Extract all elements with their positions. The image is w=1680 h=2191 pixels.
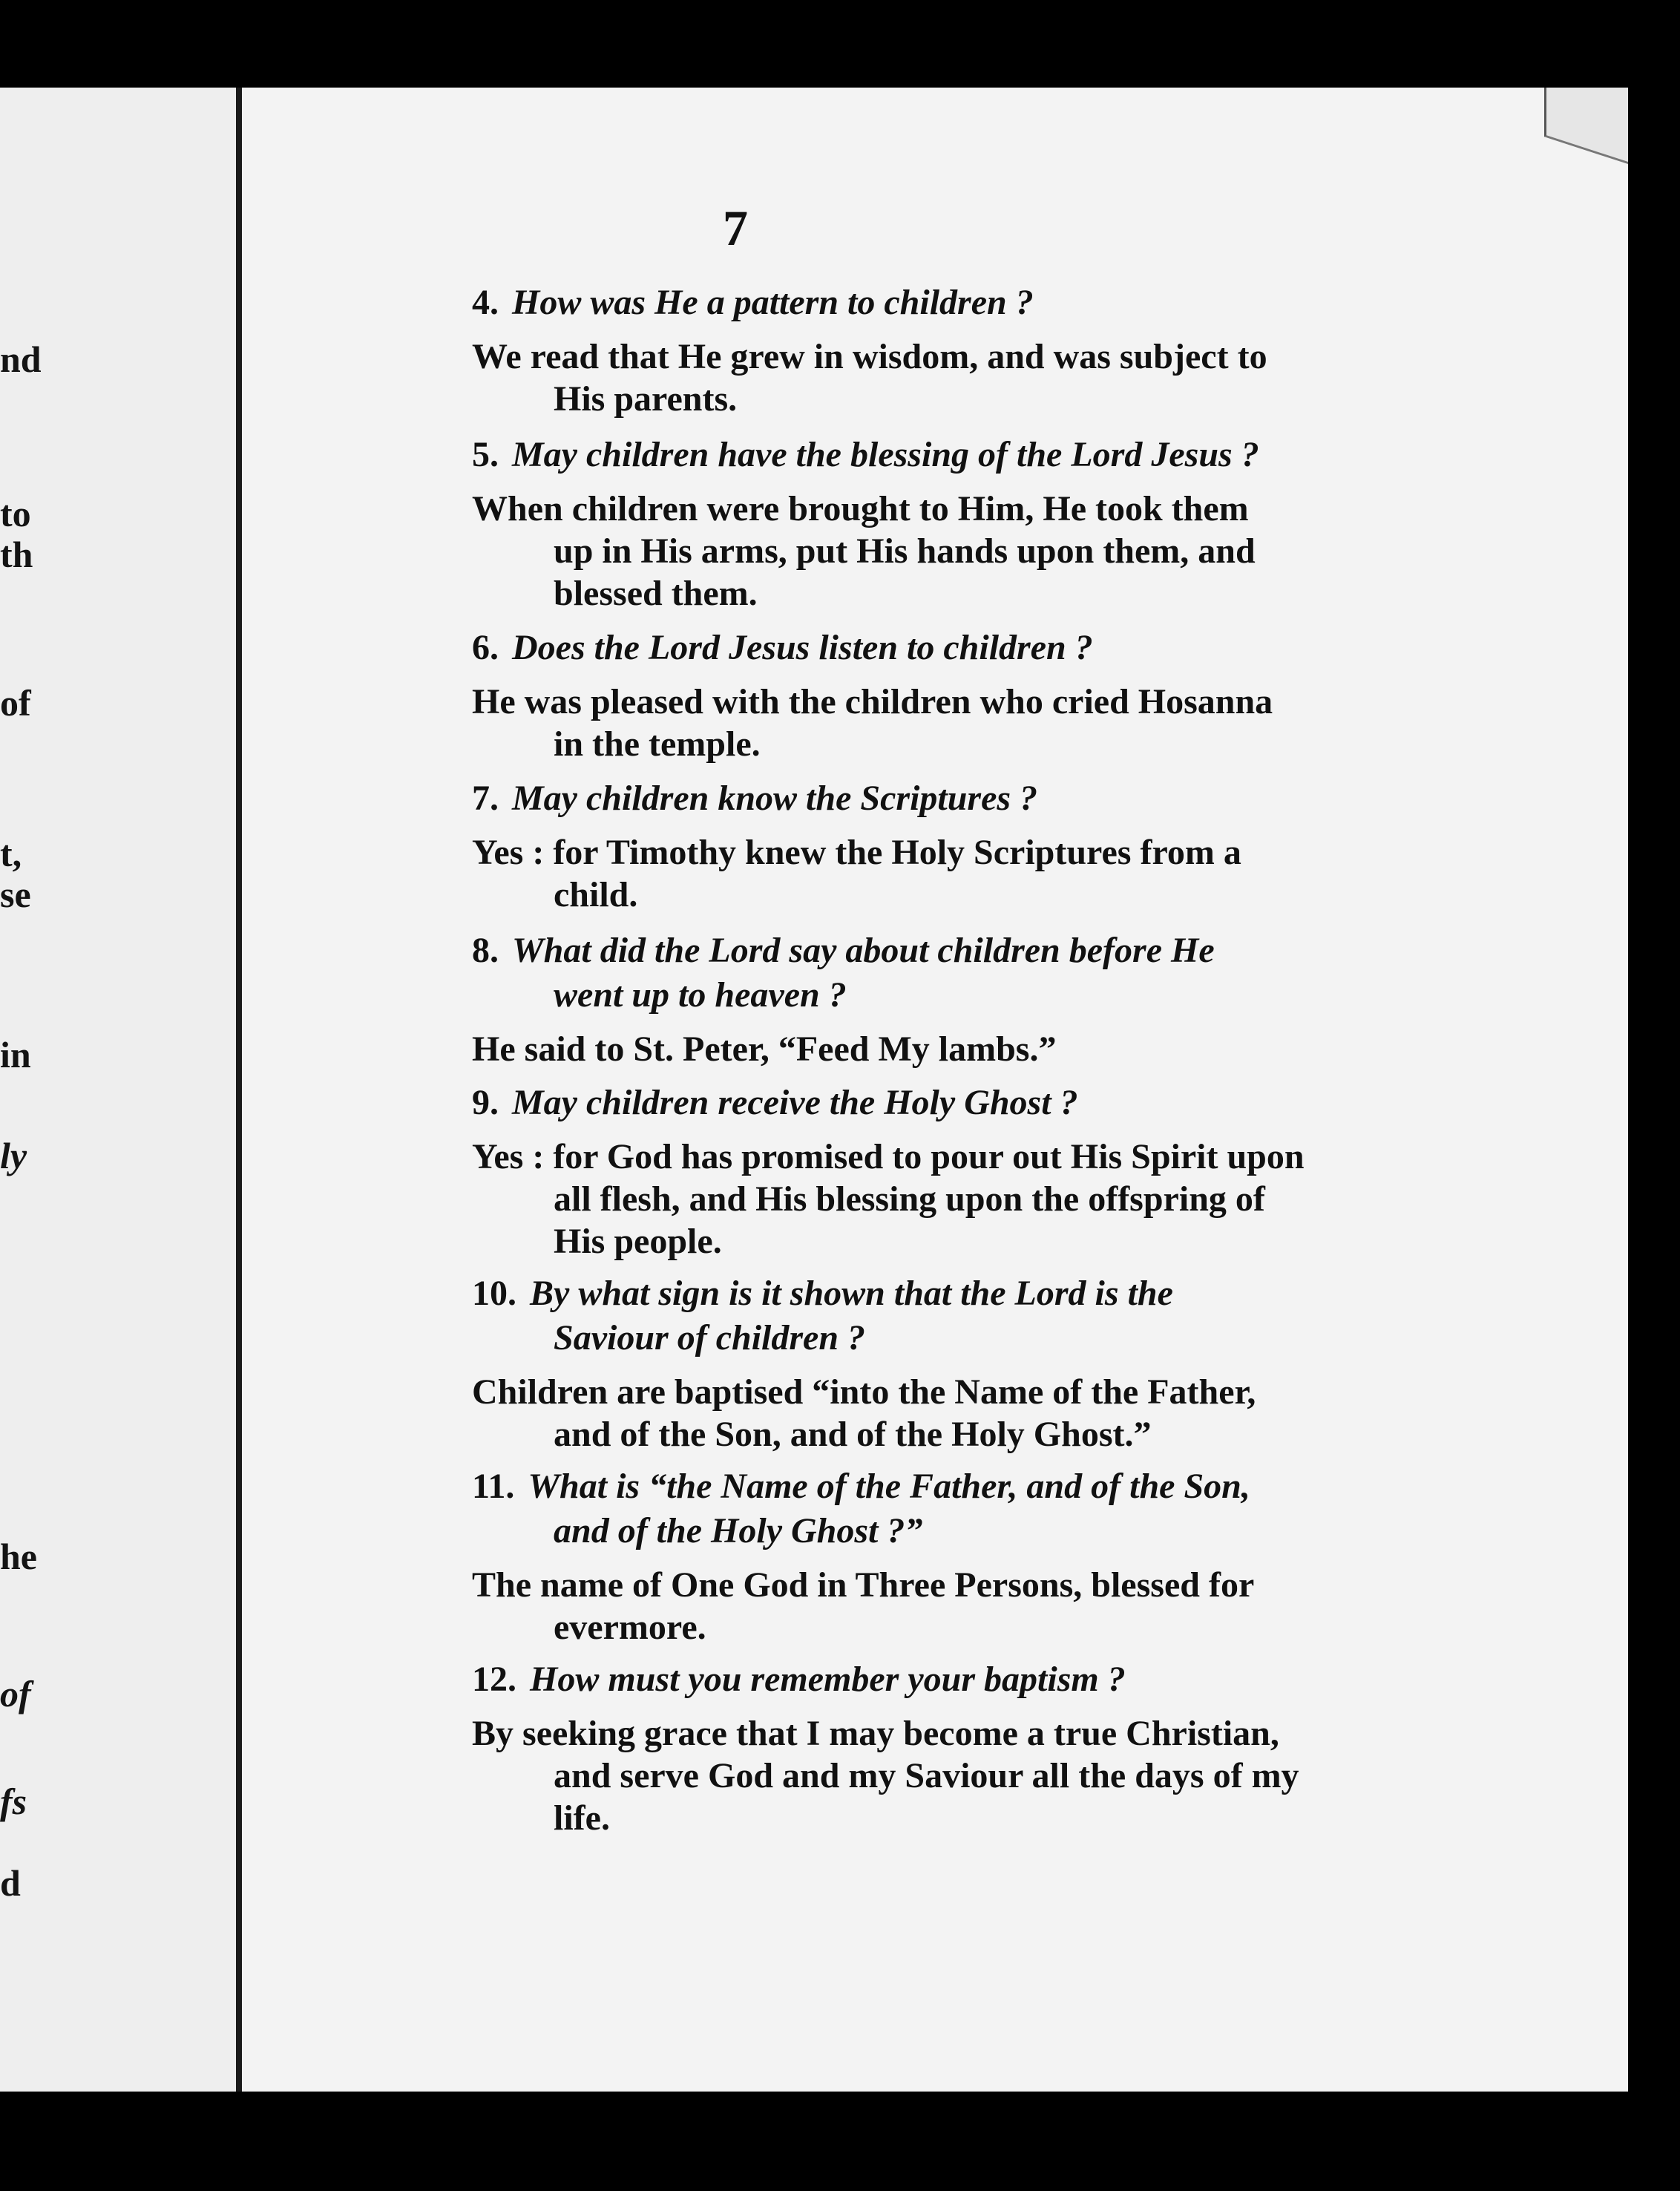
answer-line: blessed them. [554, 574, 758, 613]
left-page-fragment: of [0, 1673, 31, 1715]
answer-line: life. [554, 1798, 610, 1838]
question-number: 9. [472, 1083, 499, 1122]
answer [472, 488, 1489, 615]
right-page [242, 88, 1628, 2092]
answer [472, 681, 1489, 765]
folded-corner [1544, 88, 1628, 164]
answer-line: Children are baptised “into the Name of the Father, [472, 1372, 1256, 1412]
left-page-fragment: in [0, 1034, 31, 1075]
answer [472, 1028, 1489, 1070]
question [472, 1657, 1489, 1702]
left-page-fragment: t, [0, 833, 22, 874]
question-line: By what sign is it shown that the Lord is the [530, 1274, 1173, 1313]
qa-item [472, 776, 1489, 916]
question [472, 929, 1489, 1018]
question-line: May children have the blessing of the Lord Jesus ? [512, 435, 1259, 474]
answer [472, 1564, 1489, 1648]
answer-line: child. [554, 875, 638, 914]
question-number: 8. [472, 931, 499, 970]
question [472, 281, 1489, 325]
question-line: How must you remember your baptism ? [530, 1660, 1126, 1699]
question [472, 776, 1489, 821]
question-number: 12. [472, 1660, 516, 1699]
answer [472, 1136, 1489, 1262]
question-line: May children receive the Holy Ghost ? [512, 1083, 1078, 1122]
qa-item [472, 626, 1489, 765]
answer [472, 1712, 1489, 1839]
left-page-fragment: nd [0, 338, 42, 380]
question-line: Does the Lord Jesus listen to children ? [512, 628, 1093, 667]
answer-line: When children were brought to Him, He took them [472, 489, 1249, 528]
left-page-edge [0, 88, 236, 2092]
answer-line: His parents. [554, 379, 738, 419]
answer-line: He was pleased with the children who cried Hosanna [472, 682, 1273, 721]
answer-line: Yes : for Timothy knew the Holy Scriptures from a [472, 833, 1241, 872]
qa-item [472, 433, 1489, 615]
answer-line: all flesh, and His blessing upon the offspring of [554, 1179, 1265, 1219]
answer-line: in the temple. [554, 724, 761, 764]
question [472, 433, 1489, 477]
qa-item [472, 1464, 1489, 1648]
question [472, 626, 1489, 670]
qa-item [472, 1081, 1489, 1262]
question-number: 7. [472, 779, 499, 818]
answer-line: and serve God and my Saviour all the days of my [554, 1756, 1299, 1795]
question-number: 5. [472, 435, 499, 474]
left-page-fragment: to [0, 493, 31, 534]
question-line: and of the Holy Ghost ?” [554, 1511, 923, 1550]
qa-item [472, 1271, 1489, 1455]
question-line: May children know the Scriptures ? [512, 779, 1038, 818]
answer-line: We read that He grew in wisdom, and was subject to [472, 337, 1267, 376]
answer-line: up in His arms, put His hands upon them, and [554, 531, 1256, 571]
qa-item [472, 281, 1489, 420]
left-page-fragment: se [0, 874, 31, 915]
answer [472, 335, 1489, 420]
question-line: What did the Lord say about children before He [512, 931, 1215, 970]
question-line: Saviour of children ? [554, 1318, 866, 1357]
left-page-fragment: he [0, 1536, 37, 1577]
question [472, 1464, 1489, 1553]
answer-line: The name of One God in Three Persons, blessed for [472, 1565, 1255, 1605]
left-page-fragment: of [0, 682, 31, 724]
qa-item [472, 1657, 1489, 1839]
question [472, 1081, 1489, 1125]
answer-line: and of the Son, and of the Holy Ghost.” [554, 1415, 1152, 1454]
answer-line: His people. [554, 1222, 722, 1261]
page-gutter [236, 88, 242, 2092]
answer-line: Yes : for God has promised to pour out His Spirit upon [472, 1137, 1305, 1176]
left-page-fragment: ly [0, 1135, 27, 1176]
answer [472, 831, 1489, 916]
question [472, 1271, 1489, 1360]
question-line: went up to heaven ? [554, 975, 847, 1015]
page-number: 7 [723, 200, 748, 256]
question-line: How was He a pattern to children ? [512, 283, 1034, 322]
left-page-fragment: th [0, 534, 33, 575]
answer [472, 1371, 1489, 1455]
qa-item [472, 929, 1489, 1070]
question-number: 4. [472, 283, 499, 322]
question-number: 6. [472, 628, 499, 667]
answer-line: By seeking grace that I may become a true Christian, [472, 1714, 1279, 1753]
answer-line: evermore. [554, 1608, 706, 1647]
answer-line: He said to St. Peter, “Feed My lambs.” [472, 1029, 1057, 1069]
question-number: 11. [472, 1467, 515, 1506]
question-number: 10. [472, 1274, 516, 1313]
left-page-fragment: fs [0, 1781, 27, 1822]
question-line: What is “the Name of the Father, and of the Son, [528, 1467, 1250, 1506]
left-page-fragment: d [0, 1862, 21, 1904]
